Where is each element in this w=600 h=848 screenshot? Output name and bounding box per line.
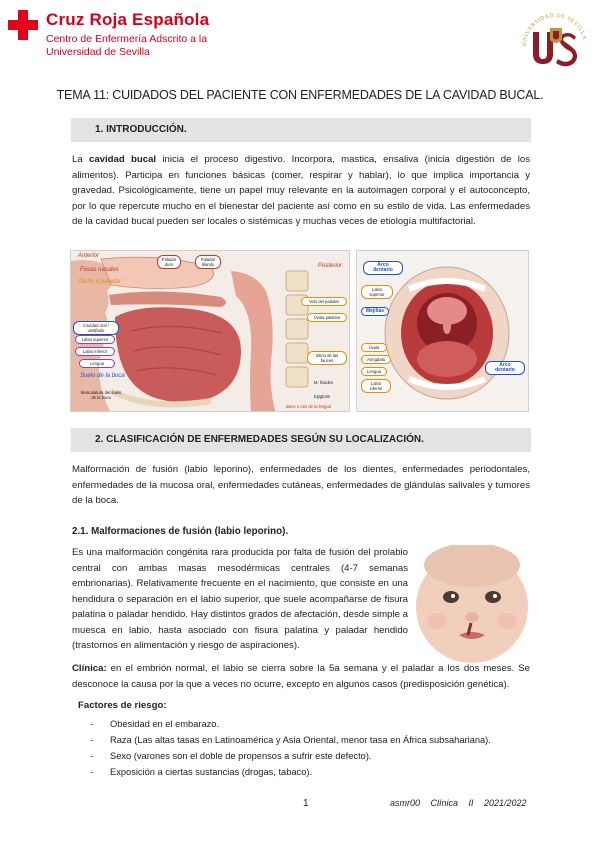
- clinica-paragraph: Clínica: en el embrión normal, el labio se cierra sobre la 5a semana y el paladar a los dos meses. Se desconoce la causa por la que a veces no ocurre, excepto en algunos casos (predisposición genética).: [72, 663, 530, 690]
- red-cross-logo-icon: [8, 10, 38, 40]
- org-subtitle-line1: Centro de Enfermería Adscrito a la: [46, 33, 208, 45]
- oral-cavity-sagittal-illustration: Anterior Posterior Fosas nasales Techo o paladar Cavidad oral / vestíbulo Labio superior Labio inferior Lengua Suelo de la boca Musculatura del suelo de la boca Paladar duro Paladar blando Velo del paladar Úvula palatina Istmo de las fauces M. hioides Epiglotis Base o raíz de la lengua: [70, 250, 350, 412]
- subsection-heading: 2.1. Malformaciones de fusión (labio leporino).: [72, 526, 289, 537]
- list-item: - Raza (Las altas tasas en Latinoamérica y Asia Oriental, menor tasa en África subsahariana).: [90, 735, 491, 745]
- footer-meta: asmr00 Clínica II 2021/2022: [390, 798, 527, 808]
- cleft-lip-paragraph: Es una malformación congénita rara producida por falta de fusión del prolabio central con ambas masas mesodérmicas centrales (4-7 semanas embrionarias). Relativamente frecuente en el nacimiento, que consiste en una hendidura o separación en el labio superior, que suele acompañarse de fisura palatina o paladar hendido. Hay distintos grados de afectación, desde simple a muesca en labio, hasta asociado con fisura palatina y paladar hendido (trastornos en alimentación y riesgo de aspiraciones).: [72, 547, 408, 651]
- section-heading-band: [71, 118, 531, 142]
- bold-term: cavidad bucal: [88, 154, 157, 165]
- section-heading: 2. CLASIFICACIÓN DE ENFERMEDADES SEGÚN SU LOCALIZACIÓN.: [95, 434, 424, 445]
- org-subtitle-line2: Universidad de Sevilla: [46, 46, 150, 58]
- list-item: - Sexo (varones son el doble de propensos a sufrir este defecto).: [90, 751, 372, 761]
- university-seal-logo: [518, 6, 592, 76]
- page-header: [0, 0, 600, 80]
- org-name: Cruz Roja Española: [46, 10, 210, 29]
- risk-factors-heading: Factores de riesgo:: [78, 700, 167, 711]
- list-item: - Obesidad en el embarazo.: [90, 719, 220, 729]
- section-heading: 1. INTRODUCCIÓN.: [95, 124, 187, 135]
- cleft-lip-baby-photo: [413, 545, 531, 663]
- section-heading-band: [71, 428, 531, 452]
- open-mouth-illustration: Arco dentario Labio superior Mejillas Úvula Amígdala Lengua Labio inferior Arco dentario: [356, 250, 529, 412]
- risk-factors-list: [90, 716, 530, 780]
- svg-text:UNIVERSIDAD DE SEVILLA: UNIVERSIDAD DE SEVILLA: [521, 12, 588, 47]
- page-number: 1: [303, 798, 309, 809]
- list-item: - Exposición a ciertas sustancias (drogas, tabaco).: [90, 767, 313, 777]
- page-title: TEMA 11: CUIDADOS DEL PACIENTE CON ENFERMEDADES DE LA CAVIDAD BUCAL.: [56, 88, 544, 102]
- classification-paragraph: Malformación de fusión (labio leporino), enfermedades de los dientes, enfermedades periodontales, enfermedades de la mucosa oral, enfermedades cutáneas, enfermedades de glándulas salivales y tumores de la boca.: [72, 464, 530, 506]
- intro-paragraph: La cavidad bucal inicia el proceso digestivo. Incorpora, mastica, ensaliva (inicia digestión de los alimentos). Participa en funciones básicas (comer, respirar y hablar), lo que implica importancia y gravedad. Psicológicamente, tiene un papel muy relevante en la autoimagen corporal y el autoconcepto, por lo que repercute mucho en el bienestar del paciente así como en su estilo de vida. Las enfermedades de la cavidad bucal pueden ser locales o sistémicas y muchas veces de etiología multifactorial.: [72, 154, 530, 227]
